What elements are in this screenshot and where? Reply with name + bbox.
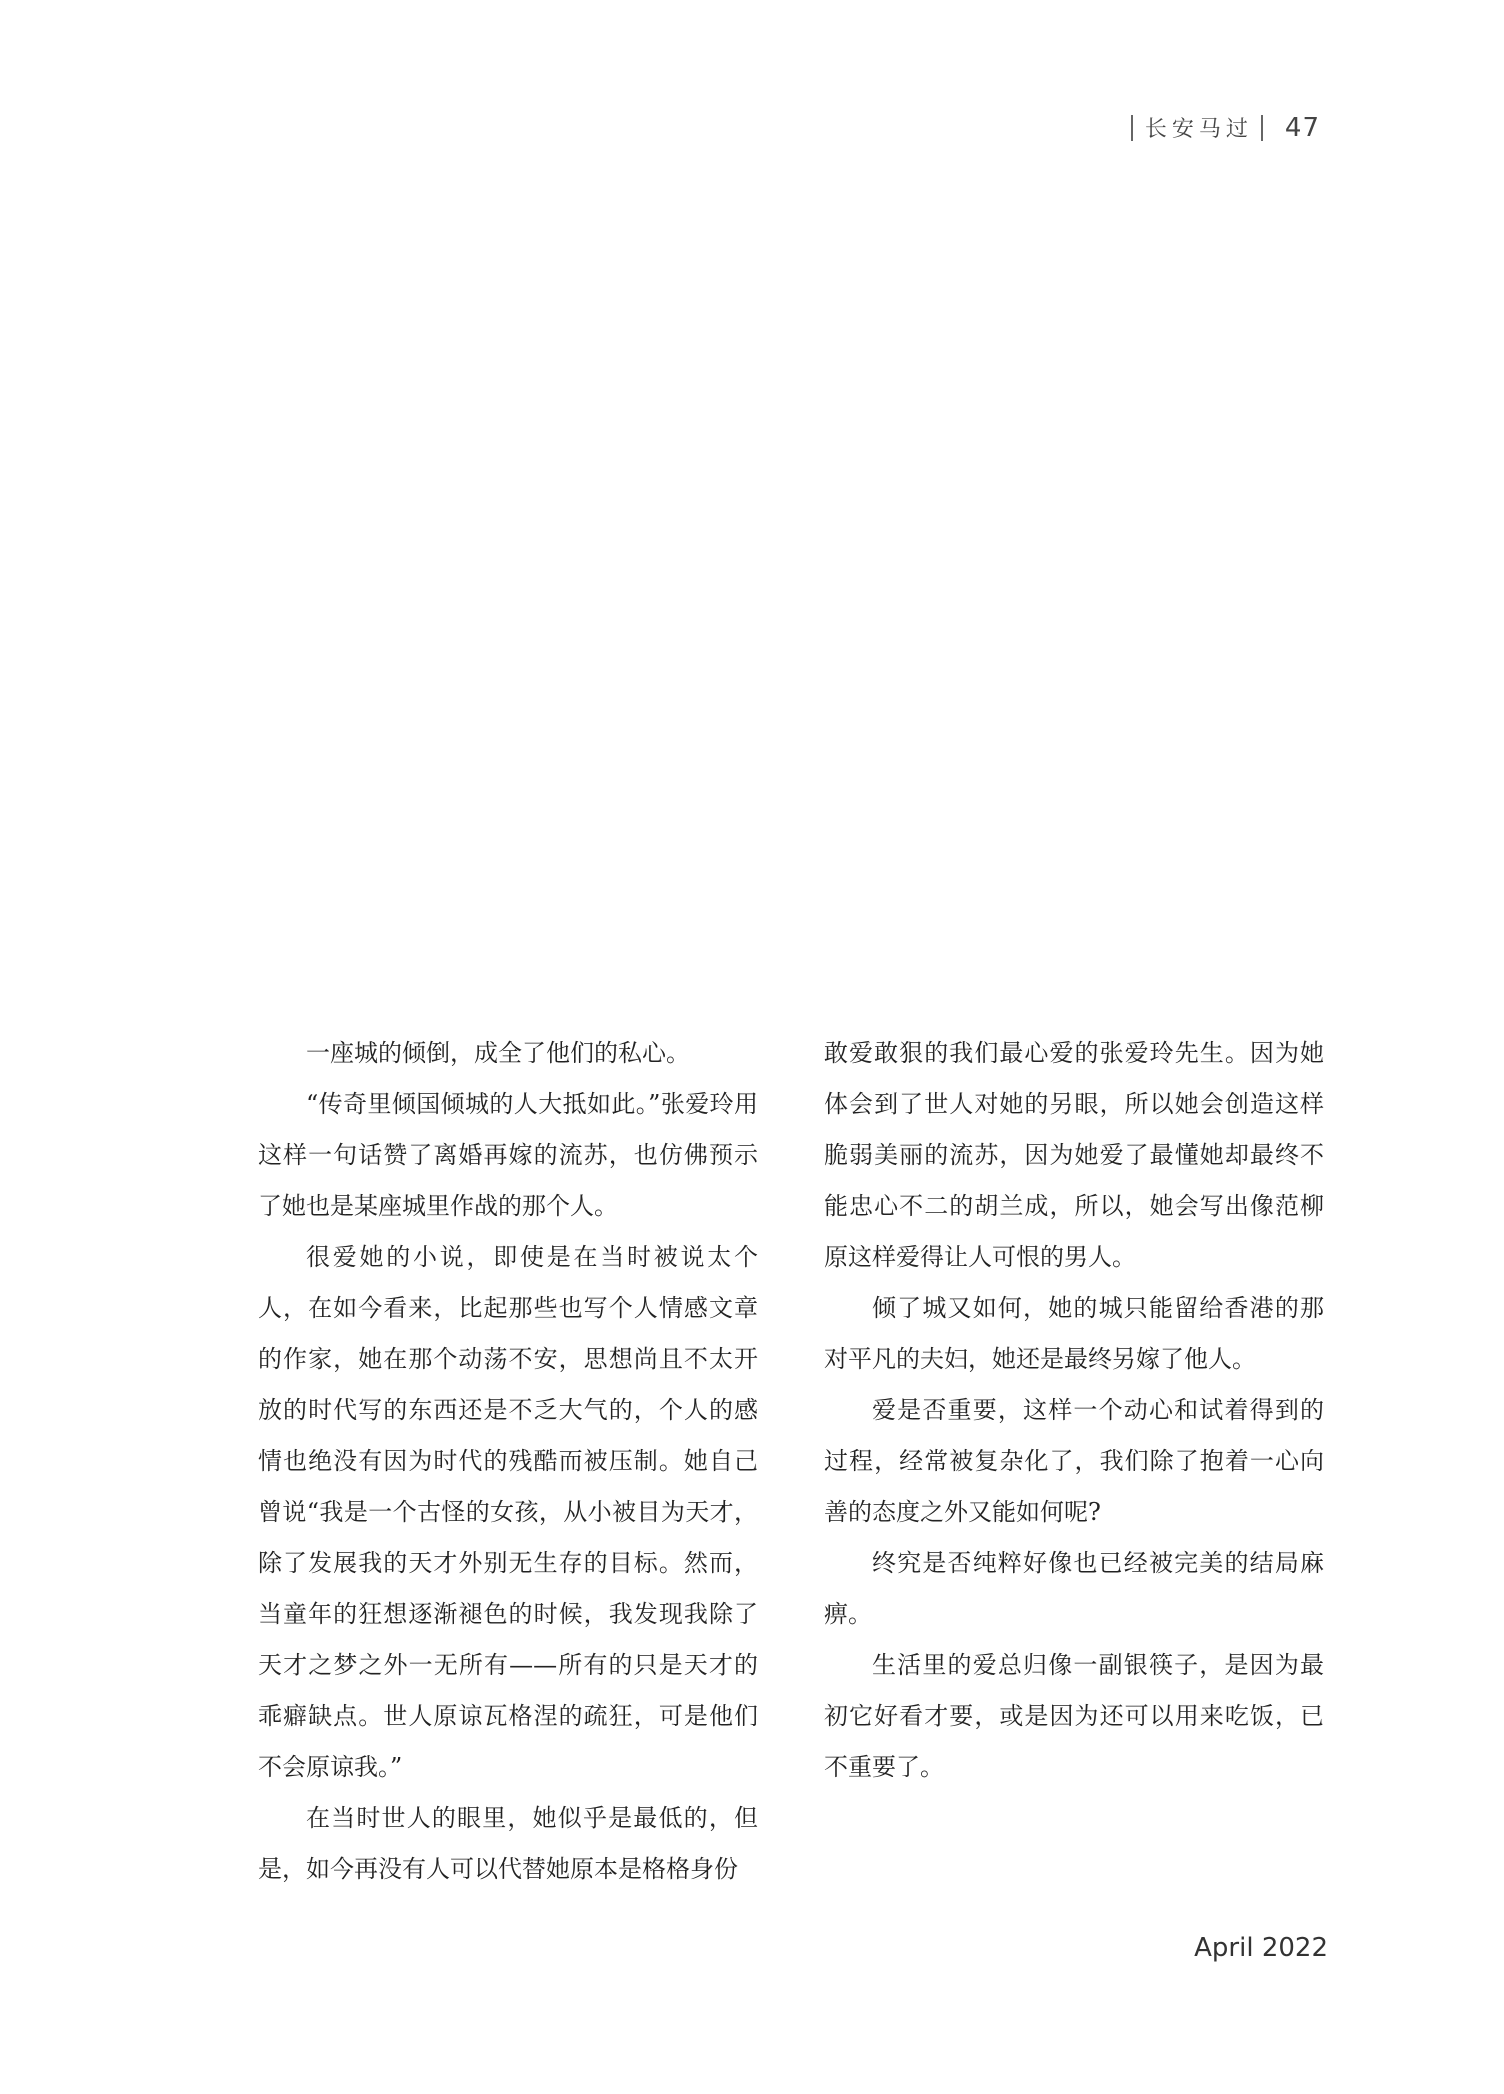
section-title: 长安马过 — [1144, 117, 1253, 142]
issue-date: April 2022 — [1194, 1933, 1328, 1963]
paragraph: 爱是否重要，这样一个动心和试着得到的过程，经常被复杂化了，我们除了抱着一心向善的态度之外又能如何呢? — [824, 1396, 1324, 1526]
left-column — [258, 1028, 758, 1895]
page-number: 47 — [1284, 112, 1320, 143]
divider-bar — [1261, 115, 1263, 141]
paragraph: 倾了城又如何，她的城只能留给香港的那对平凡的夫妇，她还是最终另嫁了他人。 — [824, 1294, 1324, 1373]
paragraph: 终究是否纯粹好像也已经被完美的结局麻痹。 — [824, 1549, 1324, 1628]
paragraph-continuation: 敢爱敢狠的我们最心爱的张爱玲先生。因为她体会到了世人对她的另眼，所以她会创造这样脆弱美丽的流苏，因为她爱了最懂她却最终不能忠心不二的胡兰成，所以，她会写出像范柳原这样爱得让人可恨的男人。 — [824, 1039, 1324, 1271]
running-head — [1131, 112, 1320, 143]
paragraph: 在当时世人的眼里，她似乎是最低的，但是，如今再没有人可以代替她原本是格格身份 — [258, 1804, 758, 1883]
right-column — [824, 1028, 1324, 1793]
paragraph: 一座城的倾倒，成全了他们的私心。 — [306, 1039, 690, 1067]
paragraph: 很爱她的小说，即使是在当时被说太个人，在如今看来，比起那些也写个人情感文章的作家，她在那个动荡不安，思想尚且不太开放的时代写的东西还是不乏大气的，个人的感情也绝没有因为时代的残酷而被压制。她自己曾说“我是一个古怪的女孩，从小被目为天才，除了发展我的天才外别无生存的目标。然而，当童年的狂想逐渐褪色的时候，我发现我除了天才之梦之外一无所有——所有的只是天才的乖癖缺点。世人原谅瓦格涅的疏狂，可是他们不会原谅我。” — [258, 1243, 758, 1781]
paragraph: 生活里的爱总归像一副银筷子，是因为最初它好看才要，或是因为还可以用来吃饭，已不重要了。 — [824, 1651, 1324, 1781]
paragraph: “传奇里倾国倾城的人大抵如此。”张爱玲用这样一句话赞了离婚再嫁的流苏，也仿佛预示了她也是某座城里作战的那个人。 — [258, 1090, 758, 1220]
